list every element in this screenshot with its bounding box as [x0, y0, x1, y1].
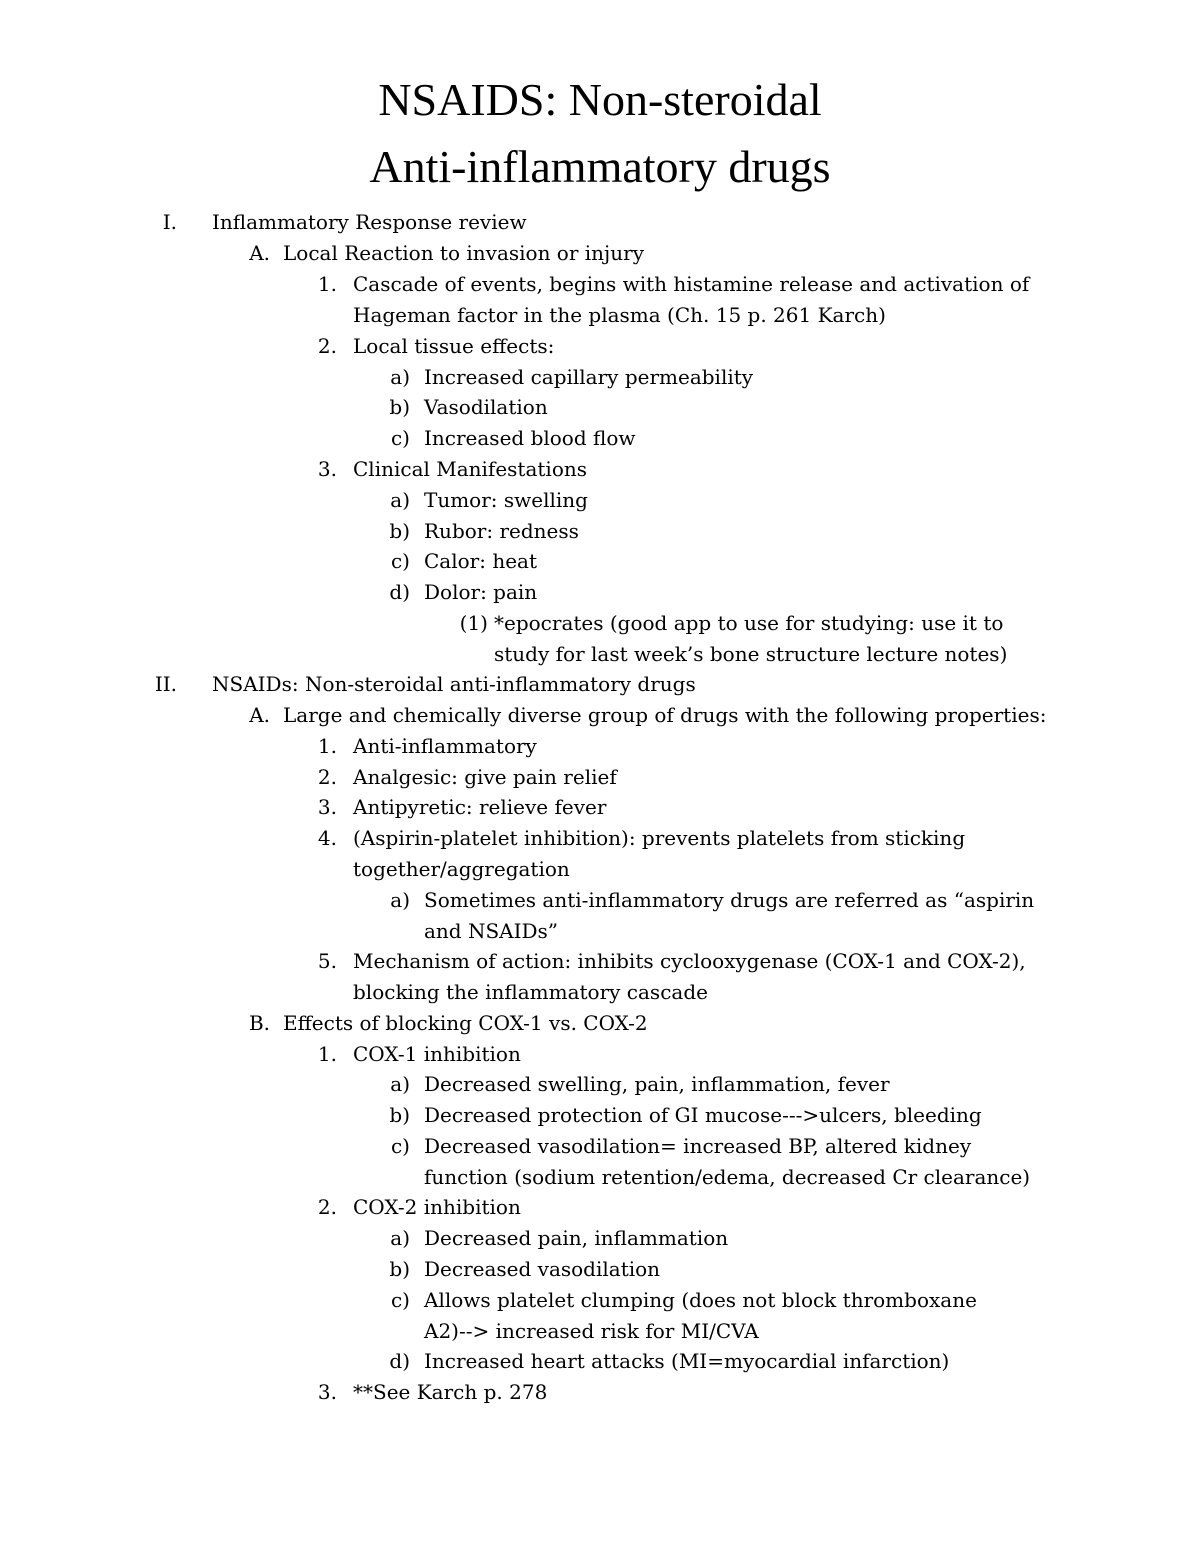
outline-text: Local Reaction to invasion or injury — [283, 241, 644, 265]
outline-marker: A. — [249, 703, 270, 727]
outline-marker: d) — [389, 1349, 410, 1373]
outline-marker: a) — [390, 888, 410, 912]
outline-marker: A. — [249, 241, 270, 265]
outline-marker: 1. — [317, 734, 337, 758]
outline-marker: a) — [390, 1226, 410, 1250]
outline-text: Decreased vasodilation — [424, 1257, 661, 1281]
outline-marker: b) — [389, 395, 410, 419]
outline-text: Cascade of events, begins with histamine release and activation of — [353, 272, 1030, 296]
outline-text: Decreased pain, inflammation — [424, 1226, 729, 1250]
outline-text: Effects of blocking COX-1 vs. COX-2 — [283, 1011, 648, 1035]
outline-text: Decreased swelling, pain, inflammation, fever — [424, 1072, 890, 1096]
outline-text: COX-2 inhibition — [353, 1195, 521, 1219]
outline-text: Increased blood flow — [424, 426, 636, 450]
outline-text: (Aspirin-platelet inhibition): prevents platelets from sticking — [353, 826, 966, 850]
outline-marker: 3. — [317, 457, 337, 481]
outline-text: Sometimes anti-inflammatory drugs are referred as “aspirin — [424, 888, 1035, 912]
outline-text: **See Karch p. 278 — [353, 1380, 548, 1404]
outline-text: Dolor: pain — [424, 580, 538, 604]
outline-text: Analgesic: give pain relief — [353, 765, 617, 789]
outline-marker: II. — [154, 672, 177, 696]
outline-text: blocking the inflammatory cascade — [353, 980, 708, 1004]
outline-marker: c) — [390, 426, 410, 450]
page-title-line-2: Anti-inflammatory drugs — [369, 141, 831, 192]
outline-marker: a) — [390, 488, 410, 512]
outline-text: Clinical Manifestations — [353, 457, 588, 481]
outline-text: Decreased protection of GI mucose--->ulcers, bleeding — [424, 1103, 982, 1127]
outline-marker: 2. — [317, 765, 337, 789]
outline-text: Local tissue effects: — [353, 334, 555, 358]
outline-marker: 5. — [317, 949, 337, 973]
outline-marker: 1. — [317, 1042, 337, 1066]
outline-text: Rubor: redness — [424, 519, 579, 543]
outline-text: COX-1 inhibition — [353, 1042, 521, 1066]
outline-marker: b) — [389, 1257, 410, 1281]
outline-marker: c) — [390, 1288, 410, 1312]
outline-text: Vasodilation — [424, 395, 548, 419]
outline-text: Tumor: swelling — [424, 488, 588, 512]
outline-marker: 3. — [317, 1380, 337, 1404]
outline-marker: 2. — [317, 334, 337, 358]
outline-marker: 4. — [317, 826, 337, 850]
outline-text: Hageman factor in the plasma (Ch. 15 p. 261 Karch) — [353, 303, 886, 327]
outline-marker: c) — [390, 1134, 410, 1158]
outline-marker: I. — [162, 210, 177, 234]
outline-marker: a) — [390, 1072, 410, 1096]
outline-marker: 3. — [317, 795, 337, 819]
outline-marker: c) — [390, 549, 410, 573]
outline-marker: b) — [389, 519, 410, 543]
outline-marker: 2. — [317, 1195, 337, 1219]
outline-marker: (1) — [459, 611, 488, 635]
outline-marker: 1. — [317, 272, 337, 296]
outline-text: Inflammatory Response review — [212, 210, 527, 234]
outline-text: A2)--> increased risk for MI/CVA — [424, 1319, 759, 1343]
outline-marker: B. — [248, 1011, 270, 1035]
outline-text: NSAIDs: Non-steroidal anti-inflammatory drugs — [212, 672, 696, 696]
outline-marker: d) — [389, 580, 410, 604]
outline-marker: b) — [389, 1103, 410, 1127]
outline-text: Large and chemically diverse group of drugs with the following properties: — [283, 703, 1047, 727]
outline-text: Mechanism of action: inhibits cyclooxygenase (COX-1 and COX-2), — [353, 949, 1026, 973]
outline-text: Increased heart attacks (MI=myocardial infarction) — [424, 1349, 950, 1373]
outline-text: together/aggregation — [353, 857, 570, 881]
outline-text: *epocrates (good app to use for studying: use it to — [494, 611, 1004, 635]
outline-text: Allows platelet clumping (does not block thromboxane — [424, 1288, 977, 1312]
outline-text: and NSAIDs” — [424, 919, 559, 943]
outline-text: Anti-inflammatory — [353, 734, 537, 758]
outline-text: Increased capillary permeability — [424, 365, 754, 389]
outline-marker: a) — [390, 365, 410, 389]
outline-text: study for last week’s bone structure lecture notes) — [494, 642, 1008, 666]
page-title-line-1: NSAIDS: Non-steroidal — [378, 74, 822, 125]
outline-text: Calor: heat — [424, 549, 537, 573]
outline-text: function (sodium retention/edema, decreased Cr clearance) — [424, 1165, 1031, 1189]
outline-text: Decreased vasodilation= increased BP, altered kidney — [424, 1134, 972, 1158]
outline-text: Antipyretic: relieve fever — [353, 795, 607, 819]
